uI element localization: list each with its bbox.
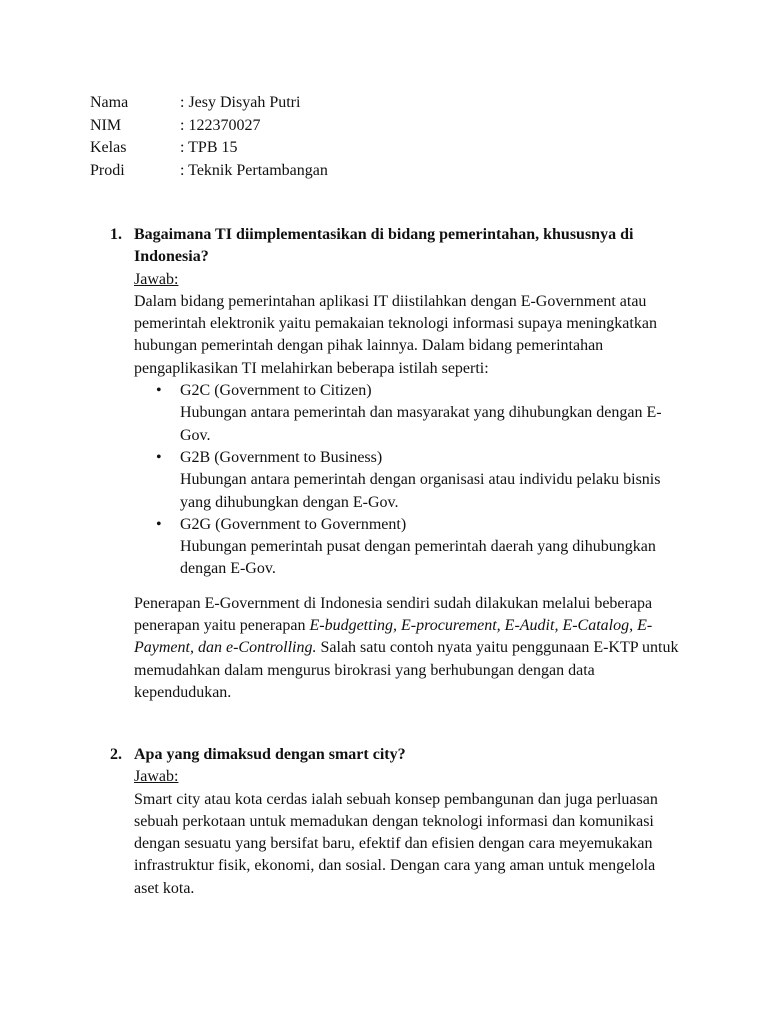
bullet-icon: • <box>156 448 162 466</box>
bullet-desc: Hubungan pemerintah pusat dengan pemerintah daerah yang dihubungkan dengan E-Gov. <box>180 538 656 578</box>
info-label: Kelas <box>90 139 127 156</box>
closing-text-end: Salah satu contoh nyata yaitu penggunaan E-KTP untuk memudahkan dalam mengurus birokrasi yang berhubungan dengan data kependudukan. <box>134 639 679 701</box>
info-row-prodi <box>90 160 328 183</box>
bullet-desc: Hubungan antara pemerintah dengan organisasi atau individu pelaku bisnis yang dihubungkan dengan E-Gov. <box>180 471 661 511</box>
bullet-title: G2C (Government to Citizen) <box>180 382 372 400</box>
answer-intro: Dalam bidang pemerintahan aplikasi IT diistilahkan dengan E-Government atau pemerintah elektronik yaitu pemakaian teknologi informasi supaya meningkatkan hubungan pemerintah dengan pihak lainnya. Dalam bidang pemerintahan pengaplikasikan TI melahirkan beberapa istilah seperti: <box>134 292 657 377</box>
bullet-icon: • <box>156 382 162 400</box>
jawab-label: Jawab: <box>134 768 179 786</box>
closing-text-start: Penerapan E-Government di Indonesia sendiri sudah dilakukan melalui beberapa penerapan yaitu penerapan <box>134 594 653 635</box>
info-label: Nama <box>90 94 129 111</box>
info-value: : 122370027 <box>180 116 261 134</box>
info-label: Prodi <box>90 161 125 179</box>
bullet-list <box>134 380 680 581</box>
question-2 <box>110 744 680 900</box>
closing-italic-terms: E-budgetting, E-procurement, E-Audit, E-Catalog, E-Payment, dan e-Controlling. <box>134 617 653 657</box>
answer-text: Smart city atau kota cerdas ialah sebuah konsep pembangunan dan juga perluasan sebuah perkotaan untuk memadukan dengan teknologi informasi dan komunikasi dengan sesuatu yang bersifat baru, efektif dan efisien dengan cara meyemukakan infrastruktur fisik, ekonomi, dan sosial. Dengan cara yang aman untuk mengelola aset kota. <box>134 790 658 897</box>
jawab-label: Jawab: <box>134 270 179 288</box>
answer-closing <box>134 593 680 704</box>
list-item <box>134 380 680 447</box>
info-label: NIM <box>90 116 122 134</box>
info-row-nim <box>90 115 328 138</box>
question-text: Apa yang dimaksud dengan smart city? <box>134 746 406 763</box>
info-row-nama <box>90 92 328 115</box>
student-info <box>90 92 328 182</box>
question-number: 1. <box>110 226 122 243</box>
list-item <box>134 514 680 581</box>
bullet-content <box>180 380 680 447</box>
bullet-icon: • <box>156 515 162 533</box>
info-value: : Teknik Pertambangan <box>180 161 328 179</box>
question-heading <box>110 744 680 766</box>
bullet-content <box>180 514 680 581</box>
bullet-desc: Hubungan antara pemerintah dan masyarakat yang dihubungkan dengan E-Gov. <box>180 404 662 444</box>
answer-body <box>134 766 680 900</box>
info-value: : Jesy Disyah Putri <box>180 94 301 111</box>
bullet-title: G2B (Government to Business) <box>180 448 383 466</box>
question-text: Bagaimana TI diimplementasikan di bidang pemerintahan, khususnya di Indonesia? <box>134 226 634 266</box>
question-heading <box>110 224 680 269</box>
bullet-title: G2G (Government to Government) <box>180 515 407 533</box>
answer-body <box>134 269 680 705</box>
info-value: : TPB 15 <box>180 139 238 156</box>
info-row-kelas <box>90 137 328 160</box>
question-1 <box>110 224 680 704</box>
bullet-content <box>180 447 680 514</box>
list-item <box>134 447 680 514</box>
question-number: 2. <box>110 746 122 763</box>
